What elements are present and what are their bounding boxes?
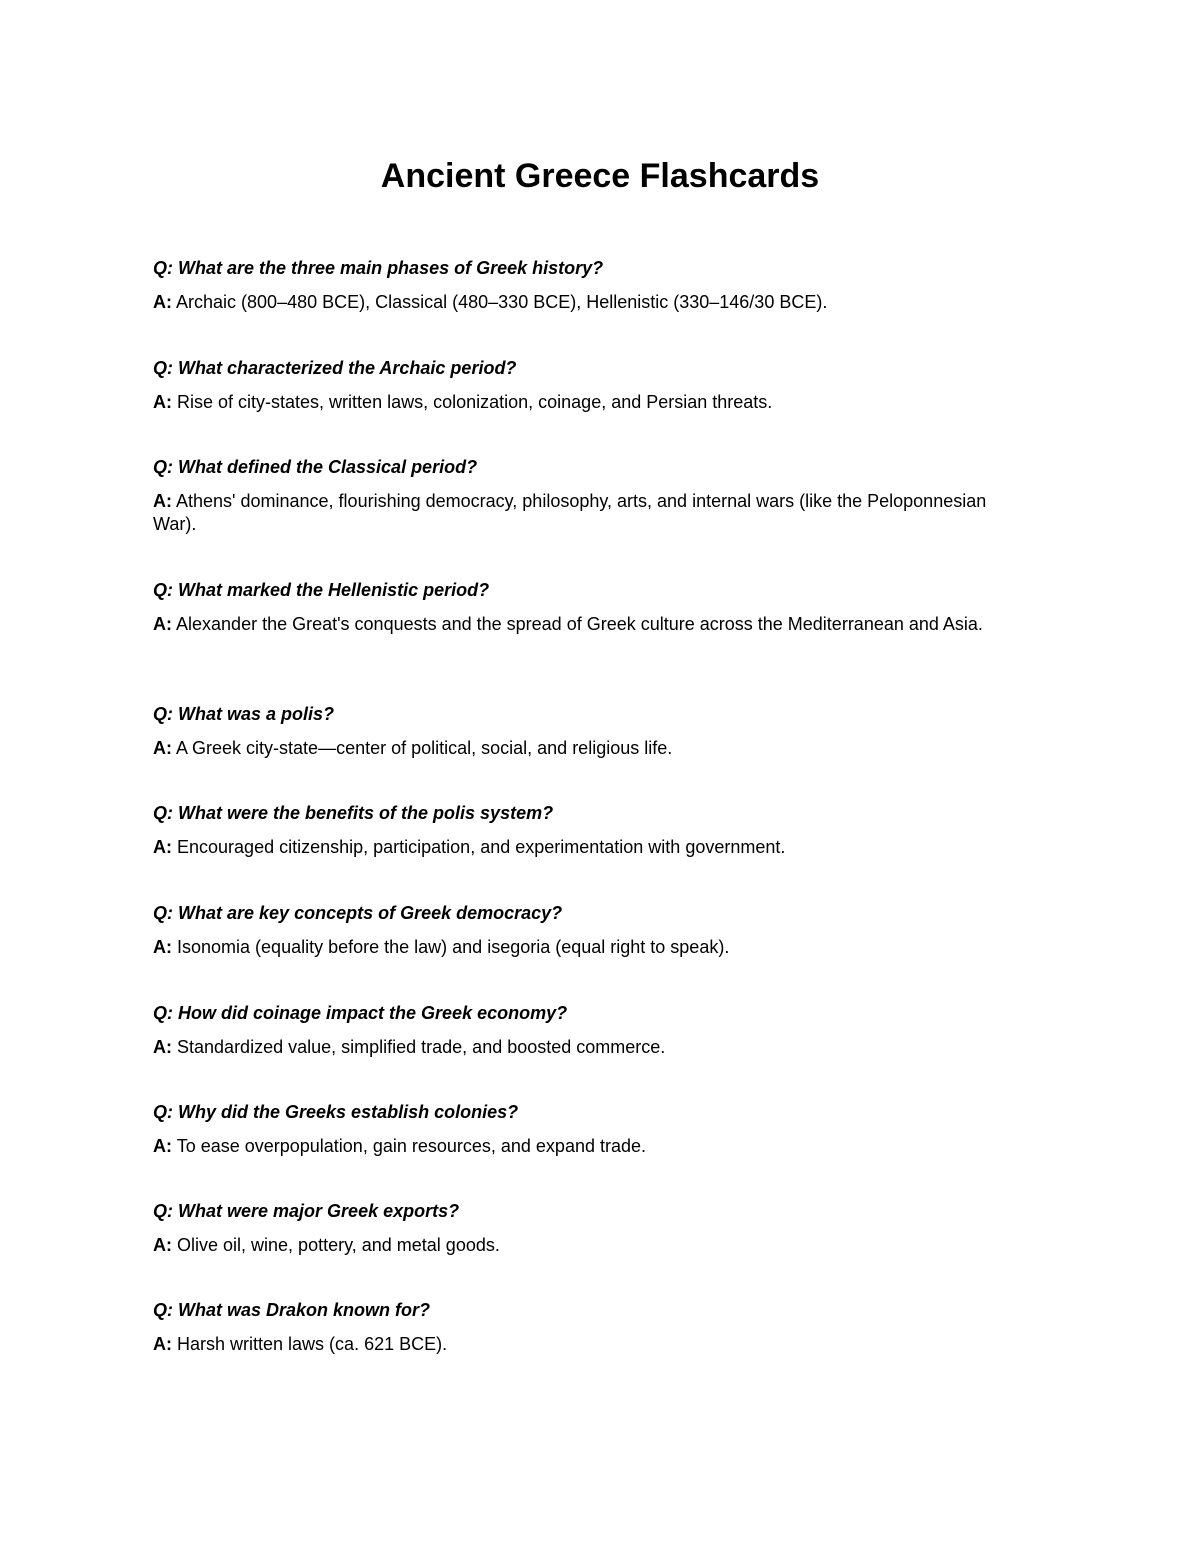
document-title: Ancient Greece Flashcards bbox=[380, 157, 820, 195]
answer-prefix: A: bbox=[153, 738, 172, 758]
flashcard-answer bbox=[153, 936, 1033, 959]
question-prefix: Q: bbox=[153, 803, 173, 823]
answer-text: Archaic (800–480 BCE), Classical (480–330 BCE), Hellenistic (330–146/30 BCE). bbox=[176, 292, 828, 312]
card-spacer bbox=[153, 421, 1033, 455]
card-spacer bbox=[153, 1264, 1033, 1298]
question-prefix: Q: bbox=[153, 1003, 173, 1023]
question-text: What are the three main phases of Greek history? bbox=[178, 258, 604, 278]
answer-prefix: A: bbox=[153, 1136, 172, 1156]
flashcard-answer bbox=[153, 1234, 1033, 1257]
flashcard bbox=[153, 1001, 1033, 1066]
card-spacer bbox=[153, 544, 1033, 578]
flashcard bbox=[153, 256, 1033, 321]
flashcard bbox=[153, 801, 1033, 866]
answer-text: Rise of city-states, written laws, colonization, coinage, and Persian threats. bbox=[177, 392, 773, 412]
flashcard-answer bbox=[153, 1036, 1033, 1059]
flashcard-list bbox=[153, 256, 1033, 1363]
answer-text: Encouraged citizenship, participation, and experimentation with government. bbox=[177, 837, 786, 857]
flashcard-question bbox=[153, 578, 1033, 602]
question-text: What are key concepts of Greek democracy? bbox=[178, 903, 563, 923]
flashcard-question bbox=[153, 455, 1033, 479]
question-prefix: Q: bbox=[153, 258, 173, 278]
flashcard bbox=[153, 1298, 1033, 1363]
answer-prefix: A: bbox=[153, 491, 172, 511]
flashcard-question bbox=[153, 1001, 1033, 1025]
card-spacer bbox=[153, 1165, 1033, 1199]
question-text: What was Drakon known for? bbox=[178, 1300, 431, 1320]
question-text: What were major Greek exports? bbox=[178, 1201, 460, 1221]
question-prefix: Q: bbox=[153, 1201, 173, 1221]
question-prefix: Q: bbox=[153, 358, 173, 378]
card-spacer bbox=[153, 321, 1033, 356]
question-text: Why did the Greeks establish colonies? bbox=[178, 1102, 519, 1122]
card-spacer bbox=[153, 866, 1033, 901]
answer-text: Harsh written laws (ca. 621 BCE). bbox=[177, 1334, 448, 1354]
question-prefix: Q: bbox=[153, 704, 173, 724]
answer-prefix: A: bbox=[153, 614, 172, 634]
flashcard-answer bbox=[153, 490, 1033, 536]
flashcard-question bbox=[153, 801, 1033, 825]
question-text: What were the benefits of the polis system? bbox=[178, 803, 554, 823]
flashcard bbox=[153, 1100, 1033, 1165]
card-spacer bbox=[153, 966, 1033, 1001]
flashcard-answer bbox=[153, 613, 1033, 636]
question-prefix: Q: bbox=[153, 457, 173, 477]
flashcard bbox=[153, 356, 1033, 421]
question-prefix: Q: bbox=[153, 580, 173, 600]
flashcard bbox=[153, 901, 1033, 966]
answer-prefix: A: bbox=[153, 1334, 172, 1354]
flashcard-answer bbox=[153, 291, 1033, 314]
answer-text: To ease overpopulation, gain resources, and expand trade. bbox=[176, 1136, 647, 1156]
question-text: What marked the Hellenistic period? bbox=[178, 580, 490, 600]
flashcard bbox=[153, 1199, 1033, 1264]
question-text: What was a polis? bbox=[178, 704, 335, 724]
answer-text: Athens' dominance, flourishing democracy, philosophy, arts, and internal wars (like the Peloponnesian War). bbox=[153, 491, 987, 534]
flashcard-answer bbox=[153, 1333, 1033, 1356]
question-prefix: Q: bbox=[153, 1300, 173, 1320]
card-spacer bbox=[153, 767, 1033, 801]
flashcard-answer bbox=[153, 737, 1033, 760]
card-spacer bbox=[153, 667, 1033, 702]
answer-text: Alexander the Great's conquests and the spread of Greek culture across the Mediterranean and Asia. bbox=[176, 614, 983, 634]
answer-prefix: A: bbox=[153, 937, 172, 957]
flashcard-question bbox=[153, 256, 1033, 280]
question-text: What characterized the Archaic period? bbox=[178, 358, 517, 378]
flashcard-question bbox=[153, 901, 1033, 925]
flashcard-answer bbox=[153, 836, 1033, 859]
question-text: What defined the Classical period? bbox=[178, 457, 478, 477]
flashcard-question bbox=[153, 1199, 1033, 1223]
question-text: How did coinage impact the Greek economy? bbox=[178, 1003, 568, 1023]
flashcard-question bbox=[153, 1100, 1033, 1124]
flashcard bbox=[153, 702, 1033, 767]
flashcard-question bbox=[153, 1298, 1033, 1322]
answer-prefix: A: bbox=[153, 292, 172, 312]
card-spacer bbox=[153, 1066, 1033, 1100]
question-prefix: Q: bbox=[153, 1102, 173, 1122]
flashcard-answer bbox=[153, 391, 1033, 414]
answer-prefix: A: bbox=[153, 837, 172, 857]
flashcard-question bbox=[153, 702, 1033, 726]
flashcard-answer bbox=[153, 1135, 1033, 1158]
answer-prefix: A: bbox=[153, 392, 172, 412]
flashcard bbox=[153, 455, 1033, 544]
question-prefix: Q: bbox=[153, 903, 173, 923]
answer-text: Isonomia (equality before the law) and isegoria (equal right to speak). bbox=[177, 937, 730, 957]
answer-text: Olive oil, wine, pottery, and metal goods. bbox=[177, 1235, 500, 1255]
answer-text: Standardized value, simplified trade, and boosted commerce. bbox=[177, 1037, 666, 1057]
flashcard bbox=[153, 578, 1033, 667]
answer-text: A Greek city-state—center of political, social, and religious life. bbox=[176, 738, 673, 758]
answer-prefix: A: bbox=[153, 1037, 172, 1057]
answer-prefix: A: bbox=[153, 1235, 172, 1255]
flashcard-question bbox=[153, 356, 1033, 380]
